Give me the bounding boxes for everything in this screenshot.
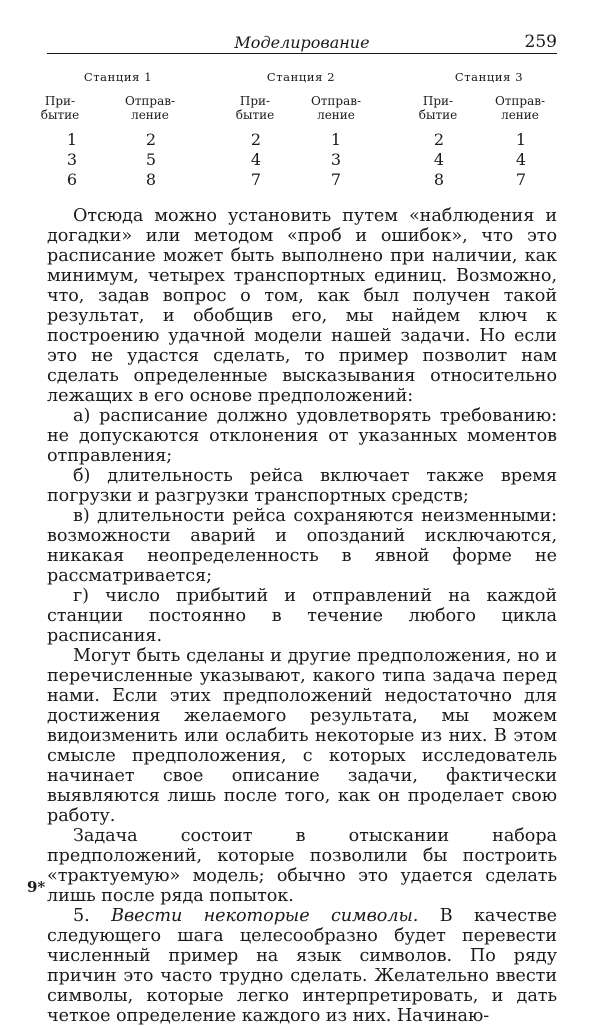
- cell: 1: [330, 130, 342, 149]
- cell: 7: [250, 170, 262, 189]
- step-heading: Ввести некоторые символы.: [111, 906, 419, 926]
- cell: 4: [433, 150, 445, 169]
- arrival-label: При- бытие: [235, 94, 275, 122]
- running-header: [47, 31, 557, 54]
- signature-mark: 9*: [27, 878, 46, 896]
- cell: 7: [330, 170, 342, 189]
- cell: 2: [250, 130, 262, 149]
- paragraph-step-5: [47, 906, 557, 1026]
- departure-label: Отправ- ление: [124, 94, 176, 122]
- cell: 1: [515, 130, 527, 149]
- arrival-label: При- бытие: [418, 94, 458, 122]
- cell: 1: [66, 130, 78, 149]
- station-3-departure-header: [485, 94, 555, 122]
- step-text: В качестве следующего шага целесообразно будет перевести численный пример на язык символов. По ряду причин это часто трудно сделать. Желательно ввести символы, которые легко интерпретировать, и дать четкое определение каждого из них. Начинаю-: [47, 906, 558, 1026]
- cell: 5: [145, 150, 157, 169]
- station-2-departure-header: [301, 94, 371, 122]
- station-1-title: Станция 1: [83, 70, 153, 84]
- departure-label: Отправ- ление: [494, 94, 546, 122]
- assumption-a: а) расписание должно удовлетворять требованию: не допускаются отклонения от указанных моментов отправления;: [47, 406, 557, 466]
- cell: 4: [515, 150, 527, 169]
- station-3-arrival-header: [413, 94, 463, 122]
- cell: 8: [145, 170, 157, 189]
- assumption-c: в) длительности рейса сохраняются неизменными: возможности аварий и опозданий исключаются, никакая неопределенность в явной форме не рассматривается;: [47, 506, 557, 586]
- paragraph-intro: Отсюда можно установить путем «наблюдения и догадки» или методом «проб и ошибок», что это расписание может быть выполнено при наличии, как минимум, четырех транспортных единиц. Возможно, что, задав вопрос о том, как был получен такой результат, и обобщив его, мы найдем ключ к построению удачной модели нашей задачи. Но если это не удастся сделать, то пример позволит нам сделать определенные высказывания относительно лежащих в его основе предположений:: [47, 206, 557, 406]
- assumption-d: г) число прибытий и отправлений на каждой станции постоянно в течение любого цикла расписания.: [47, 586, 557, 646]
- step-number: 5.: [73, 906, 90, 926]
- station-2-title: Станция 2: [266, 70, 336, 84]
- cell: 7: [515, 170, 527, 189]
- station-2-arrival-header: [230, 94, 280, 122]
- paragraph-task: Задача состоит в отыскании набора предположений, которые позволили бы построить «трактуемую» модель; обычно это удается сделать лишь после ряда попыток.: [47, 826, 557, 906]
- page-number: 259: [524, 32, 557, 52]
- cell: 3: [66, 150, 78, 169]
- station-schedule-table: [0, 68, 600, 198]
- cell: 3: [330, 150, 342, 169]
- main-text: [47, 206, 557, 1026]
- station-3-title: Станция 3: [454, 70, 524, 84]
- cell: 4: [250, 150, 262, 169]
- arrival-label: При- бытие: [40, 94, 80, 122]
- cell: 8: [433, 170, 445, 189]
- cell: 2: [145, 130, 157, 149]
- station-1-arrival-header: [35, 94, 85, 122]
- station-1-departure-header: [115, 94, 185, 122]
- cell: 2: [433, 130, 445, 149]
- chapter-title: Моделирование: [234, 33, 370, 52]
- assumption-b: б) длительность рейса включает также время погрузки и разгрузки транспортных средств;: [47, 466, 557, 506]
- paragraph-assumptions: Могут быть сделаны и другие предположения, но и перечисленные указывают, какого типа задача перед нами. Если этих предположений недостаточно для достижения желаемого результата, мы можем видоизменить или ослабить некоторые из них. В этом смысле предположения, с которых исследователь начинает свое описание задачи, фактически выявляются лишь после того, как он проделает свою работу.: [47, 646, 557, 826]
- cell: 6: [66, 170, 78, 189]
- departure-label: Отправ- ление: [310, 94, 362, 122]
